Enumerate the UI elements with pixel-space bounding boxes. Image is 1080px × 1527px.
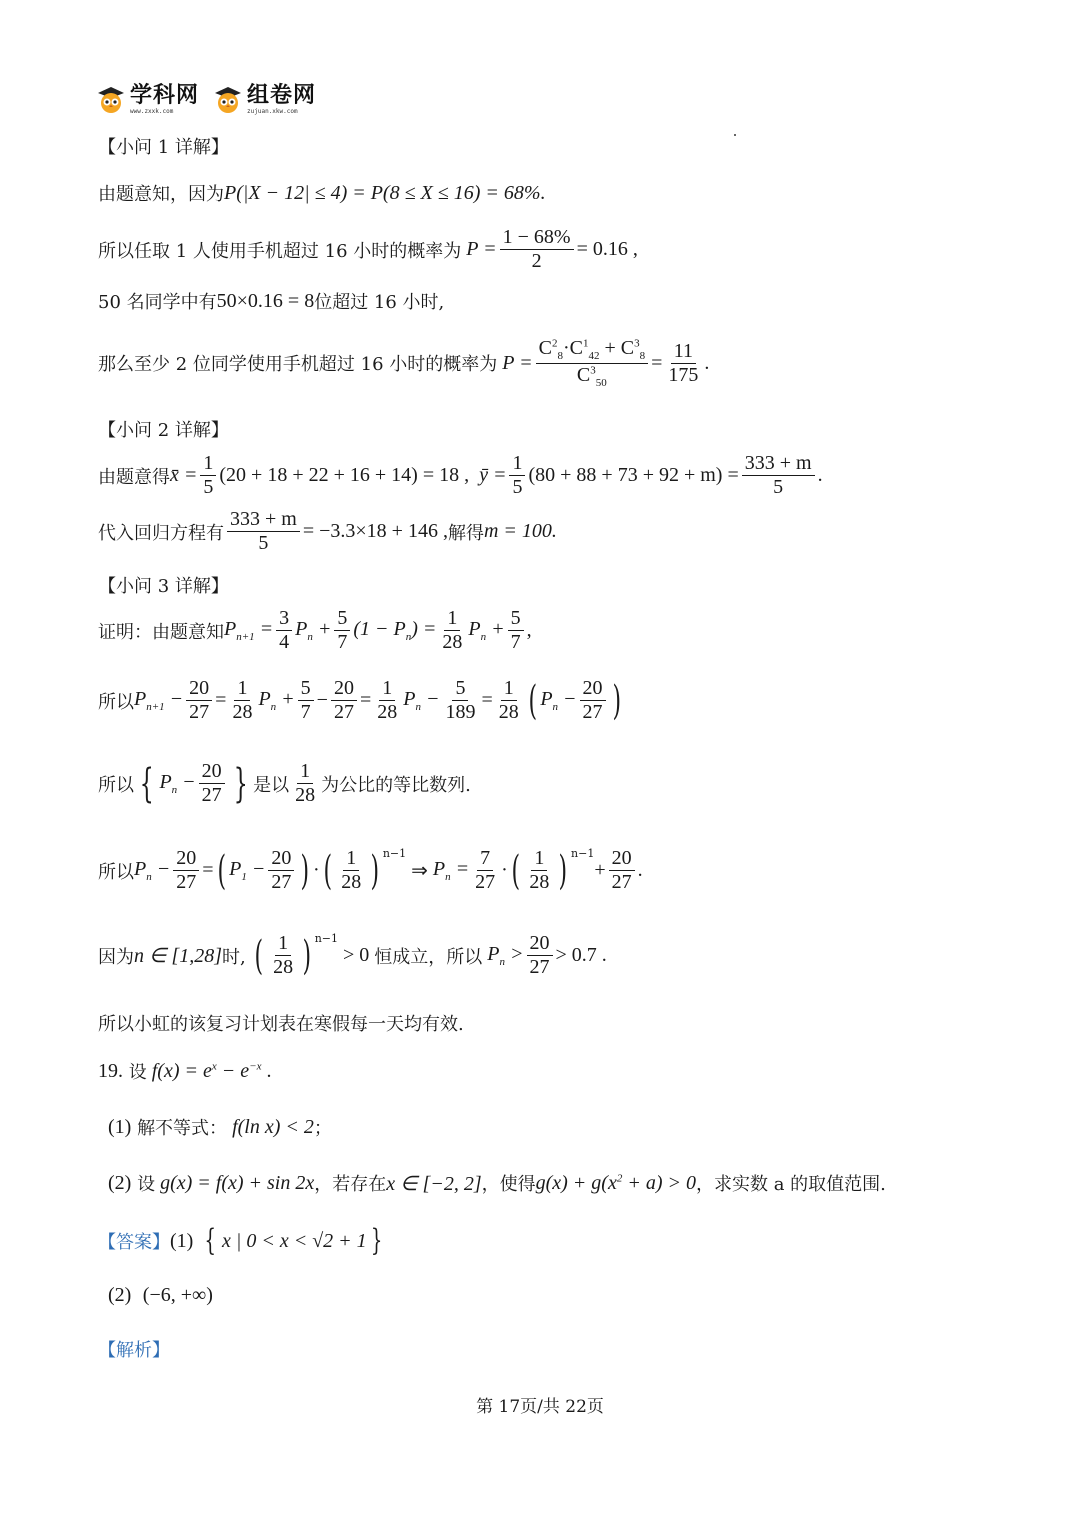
q1-line3-math: 50×0.16 = 8 — [216, 289, 315, 312]
q3-line5-const: 恒成立，所以 — [374, 946, 483, 968]
q3-line1-text: 证明：由题意知 — [98, 621, 224, 643]
q1-header: 【小问 1 详解】 — [98, 137, 229, 158]
answer-2-label: (2) — [108, 1284, 132, 1306]
q3-line5-time: 时, — [222, 946, 246, 968]
q1-line4-combination-fraction: $\frac{C^2_8\cdot C^1_{42} + C^3_8}{C^3_{50}}$ — [536, 337, 648, 389]
q1-line4-text: 那么至少 2 位同学使用手机超过 16 小时的概率为 — [98, 354, 498, 376]
q3-line3-post: 为公比的等比数列. — [321, 774, 471, 796]
logo-name: 组卷网 — [247, 83, 317, 108]
q19-sub2-label: (2) — [108, 1171, 132, 1194]
q3-line4: 所以 $P_n$ − $\frac{20}{27}$ = ( $P_1$ − $\frac{20}{27}$ ) · ( $\frac{1}{28}$ ) $^{n-1}$ ⇒ $P_n$ = $\frac{7}{27}$ · ( $\frac{1}{28}$ ) $^{n-1}$ + $\frac{20}{27}$ . — [98, 847, 643, 894]
logo-url: zujuan.xkw.com — [247, 108, 298, 115]
q2-line2-text: 代入回归方程有 — [98, 522, 224, 544]
q3-line6: 所以小虹的该复习计划表在寒假每一天均有效. — [98, 1014, 464, 1035]
fraction-denominator: 5 — [258, 532, 269, 554]
q19-sub1-text: 解不等式： — [137, 1118, 228, 1139]
q2-line2-math: = −3.3×18 + 146 , — [302, 520, 448, 542]
q1-line1-text: 由题意知，因为 — [98, 184, 224, 205]
q3-line5-condition: n ∈ [1,28] — [134, 945, 222, 967]
answer-2-value: (−6, +∞) — [142, 1284, 213, 1306]
q19-set: 设 — [128, 1062, 147, 1083]
q2-header: 【小问 2 详解】 — [98, 420, 229, 441]
zujuanwang-logo — [213, 85, 316, 115]
q19-stem: 19. 设 $f(x) = e^x - e^{-x}$ . — [98, 1059, 272, 1083]
q3-line5: 因为 n ∈ [1,28] 时, ( $\frac{1}{28}$ ) $^{n-1}$ > 0 恒成立，所以 $P_n$ > $\frac{20}{27}$ > 0.7 . — [98, 932, 607, 979]
q3-line2: 所以 $P_{n+1}$ − $\frac{20}{27}$ = $\frac{1}{28}$ $P_n$ + $\frac{5}{7}$ − $\frac{20}{27}$ = $\frac{1}{28}$ $P_n$ − $\frac{5}{189}$ = $\frac{1}{28}$ ( $P_n$ − $\frac{20}{27}$ ) — [98, 677, 621, 724]
q1-line2-fraction — [500, 226, 574, 273]
q3-line5-pre: 因为 — [98, 946, 134, 968]
fraction-numerator: 333 + m — [227, 508, 300, 532]
fraction-denominator: 2 — [531, 250, 542, 272]
q3-line1: 证明：由题意知 $P_{n+1}$ = $\frac{3}{4}$ $P_n$ + $\frac{5}{7}$ $(1 - P_n)$ = $\frac{1}{28}$ $P_n$ + $\frac{5}{7}$ , — [98, 607, 532, 653]
fraction-denominator: 5 — [773, 476, 784, 498]
q1-line4: 那么至少 2 位同学使用手机超过 16 小时的概率为 P = $\frac{C^2_8\cdot C^1_{42} + C^3_8}{C^3_{50}}$ = $\frac{11}{175}$ . — [98, 337, 710, 389]
q3-line2-text: 所以 — [98, 691, 134, 713]
q2-line2-fraction — [227, 508, 300, 555]
q1-line3-post: 位超过 16 小时, — [314, 292, 445, 313]
q2-line2 — [98, 508, 557, 555]
q19-sub2-make: ，使得 — [481, 1174, 536, 1195]
q19-sub1-label: (1) — [108, 1115, 132, 1138]
q1-line3 — [98, 288, 444, 314]
header-logos — [96, 80, 316, 120]
fraction-numerator: 333 + m — [742, 452, 815, 476]
q3-line4-pre: 所以 — [98, 861, 134, 883]
q2-line1-ysum: (80 + 88 + 73 + 92 + m) = — [528, 464, 739, 486]
q2-line1-text: 由题意得 — [98, 466, 170, 488]
fraction-denominator: 175 — [668, 363, 699, 386]
answer-line1: 【答案】 (1) { x | 0 < x < √2 + 1 } — [98, 1223, 382, 1258]
q19-sub2-exist: ，若存在 — [314, 1174, 387, 1195]
owl-icon — [213, 85, 243, 115]
q3-line3-pre: 所以 — [98, 774, 134, 796]
q3-header: 【小问 3 详解】 — [98, 576, 229, 597]
q3-line3: 所以 { $P_n$ − $\frac{20}{27}$ } 是以 $\frac{1}{28}$ 为公比的等比数列. — [98, 760, 471, 807]
q2-line1-xsum: (20 + 18 + 22 + 16 + 14) = 18 , — [219, 464, 470, 486]
q1-line4-result-fraction — [665, 340, 701, 387]
q2-line1: 由题意得 x̄ = $\frac{1}{5}$ (20 + 18 + 22 + 16 + 14) = 18 , ȳ = $\frac{1}{5}$ (80 + 88 + 73 + 92 + m) = $\frac{333 + m}{5}$ . — [98, 452, 823, 498]
q19-sub1: (1) 解不等式： f(ln x) < 2 ； — [108, 1115, 332, 1139]
q1-line1 — [98, 180, 546, 206]
q2-line2-result: m = 100. — [483, 520, 557, 542]
q3-line3-mid: 是以 — [253, 774, 290, 796]
q2-line1-fraction — [742, 452, 815, 499]
q19-number: 19. — [98, 1059, 123, 1082]
analysis-tag: 【解析】 — [98, 1340, 170, 1361]
q1-line2-tail: = 0.16 , — [576, 238, 638, 260]
stray-dot — [734, 134, 736, 136]
fraction-numerator: 11 — [671, 340, 696, 364]
q19-sub2: (2) 设 g(x) = f(x) + sin 2x ，若存在 x ∈ [−2, 2] ，使得 $g(x) + g(x^2 + a) > 0$ ，求实数 a 的取值范围. — [108, 1171, 886, 1195]
owl-icon — [96, 85, 126, 115]
answer-line2 — [108, 1284, 213, 1307]
q19-sub2-end: ，求实数 a 的取值范围. — [696, 1174, 886, 1195]
logo-name: 学科网 — [130, 83, 200, 108]
q2-line2-solve: 解得 — [447, 522, 484, 544]
fraction-numerator: 1 − 68% — [500, 226, 574, 250]
logo-url: www.zxxk.com — [130, 108, 174, 115]
answer-tag: 【答案】 — [98, 1232, 170, 1253]
q1-line1-math: P(|X − 12| ≤ 4) = P(8 ≤ X ≤ 16) = 68%. — [224, 181, 546, 204]
q1-line2-text: 所以任取 1 人使用手机超过 16 小时的概率为 — [98, 240, 462, 262]
q1-line3-pre: 50 名同学中有 — [98, 292, 217, 313]
q19-sub2-set: 设 — [137, 1174, 156, 1195]
answer-1-label: (1) — [170, 1229, 194, 1252]
page-footer: 第 17页/共 22页 — [476, 1397, 604, 1417]
xuekewang-logo — [96, 85, 199, 115]
q1-line2: 所以任取 1 人使用手机超过 16 小时的概率为 P = $\frac{1 - 68\%}{2}$ = 0.16 , — [98, 226, 638, 272]
